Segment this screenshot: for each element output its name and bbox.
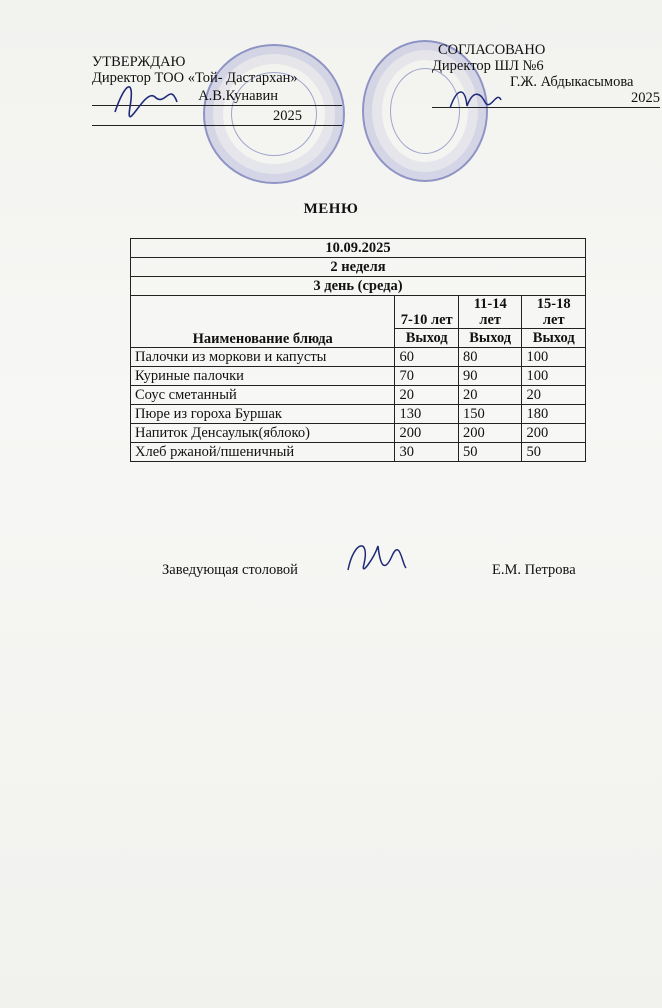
table-row [131, 386, 586, 405]
portion-cell: 200 [522, 424, 586, 443]
output-header: Выход [395, 329, 459, 348]
dish-name: Палочки из моркови и капусты [131, 348, 395, 367]
portion-cell: 50 [522, 443, 586, 462]
output-header: Выход [458, 329, 522, 348]
portion-cell: 80 [458, 348, 522, 367]
portion-cell: 180 [522, 405, 586, 424]
output-header: Выход [522, 329, 586, 348]
page-title: МЕНЮ [303, 201, 359, 217]
day-cell: 3 день (среда) [131, 277, 586, 296]
table-row [131, 367, 586, 386]
agree-year: 2025 [631, 90, 660, 106]
portion-cell: 90 [458, 367, 522, 386]
portion-cell: 50 [458, 443, 522, 462]
table-row [131, 424, 586, 443]
portion-cell: 20 [395, 386, 459, 405]
portion-cell: 100 [522, 348, 586, 367]
portion-cell: 200 [395, 424, 459, 443]
portion-cell: 70 [395, 367, 459, 386]
footer-name: Е.М. Петрова [492, 562, 576, 578]
dish-name: Напиток Денсаулык(яблоко) [131, 424, 395, 443]
agree-name: Г.Ж. Абдыкасымова [510, 74, 634, 90]
footer-role: Заведующая столовой [162, 562, 298, 578]
menu-table [130, 238, 586, 462]
week-cell: 2 неделя [131, 258, 586, 277]
signature-image [445, 78, 505, 116]
approve-year: 2025 [273, 108, 302, 124]
table-row [131, 348, 586, 367]
dish-name-header: Наименование блюда [131, 296, 395, 348]
dish-name: Куриные палочки [131, 367, 395, 386]
dish-name: Хлеб ржаной/пшеничный [131, 443, 395, 462]
signature-image [105, 72, 185, 122]
approve-name: А.В.Кунавин [198, 88, 278, 104]
portion-cell: 130 [395, 405, 459, 424]
age-header: 15-18 лет [522, 296, 586, 329]
table-row [131, 443, 586, 462]
agree-position: Директор ШЛ №6 [432, 58, 544, 74]
dish-name: Соус сметанный [131, 386, 395, 405]
portion-cell: 100 [522, 367, 586, 386]
age-header: 7-10 лет [395, 296, 459, 329]
portion-cell: 30 [395, 443, 459, 462]
agree-heading: СОГЛАСОВАНО [438, 42, 546, 58]
table-row [131, 405, 586, 424]
approve-heading: УТВЕРЖДАЮ [92, 54, 186, 70]
portion-cell: 20 [458, 386, 522, 405]
portion-cell: 60 [395, 348, 459, 367]
signature-image [340, 534, 410, 584]
portion-cell: 150 [458, 405, 522, 424]
portion-cell: 20 [522, 386, 586, 405]
age-header: 11-14 лет [458, 296, 522, 329]
dish-name: Пюре из гороха Буршак [131, 405, 395, 424]
portion-cell: 200 [458, 424, 522, 443]
date-cell: 10.09.2025 [131, 239, 586, 258]
approve-position: Директор ТОО «Той- Дастархан» [92, 70, 298, 86]
